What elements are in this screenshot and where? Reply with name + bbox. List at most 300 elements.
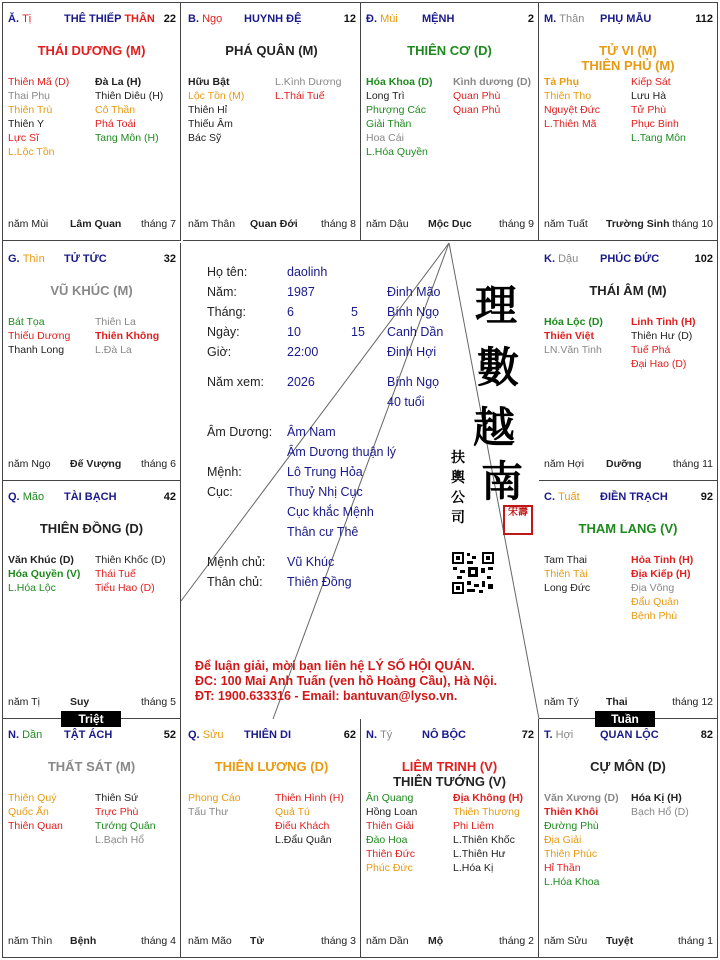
star-item: Lộc Tồn (M) bbox=[188, 90, 245, 102]
star-item: Tiểu Hao (D) bbox=[95, 582, 155, 594]
palace-footer bbox=[8, 696, 176, 710]
palace-number: 82 bbox=[700, 729, 713, 741]
info-canchi: Bính Ngọ bbox=[387, 305, 440, 319]
star-item: Hỉ Thần bbox=[544, 862, 581, 874]
palace-month: tháng 3 bbox=[320, 935, 356, 947]
star-item: Thiên Trù bbox=[8, 104, 53, 116]
life-stage: Lâm Quan bbox=[70, 218, 122, 230]
star-item: L.Hóa Khoa bbox=[544, 876, 600, 888]
star-item: Quả Tú bbox=[275, 806, 310, 818]
palace-year: năm Thân bbox=[188, 218, 236, 230]
star-item: Quan Phủ bbox=[453, 104, 501, 116]
star-item: Quan Phù bbox=[453, 90, 501, 102]
info-value: 1987 bbox=[287, 285, 315, 299]
palace-name: TẬT ÁCH bbox=[64, 729, 113, 741]
palace-name: TÀI BẠCH bbox=[64, 491, 117, 503]
star-item: Thiếu Dương bbox=[8, 330, 71, 342]
star-item: Điếu Khách bbox=[275, 820, 330, 832]
star-item: Đào Hoa bbox=[366, 834, 408, 846]
palace-header bbox=[8, 491, 176, 505]
than-marker: THÂN bbox=[124, 13, 155, 25]
palace-name: HUYNH ĐỆ bbox=[244, 13, 302, 25]
palace-number: 12 bbox=[343, 13, 356, 25]
star-item: Cô Thần bbox=[95, 104, 136, 116]
star-item: Trực Phù bbox=[95, 806, 139, 818]
palace-code: N. bbox=[366, 729, 377, 741]
star-item: Thanh Long bbox=[8, 344, 65, 356]
palace-branch: Thân bbox=[559, 13, 585, 25]
palace-year: năm Thìn bbox=[8, 935, 53, 947]
star-item: Tấu Thư bbox=[188, 806, 229, 818]
minor-stars-left bbox=[188, 75, 244, 145]
main-star: THIÊN CƠ (D) bbox=[407, 43, 492, 58]
palace-branch: Mùi bbox=[380, 13, 398, 25]
palace-code: K. bbox=[544, 253, 555, 265]
star-item: L.Thiên Hư bbox=[453, 848, 506, 860]
star-item: Long Trì bbox=[366, 90, 405, 102]
palace-year: năm Dậu bbox=[366, 218, 409, 230]
palace-code: Q. bbox=[188, 729, 200, 741]
star-item: Hoa Cái bbox=[366, 132, 404, 144]
contact-line: ĐC: 100 Mai Anh Tuấn (ven hồ Hoàng Cầu), Hà Nội. bbox=[195, 674, 498, 688]
info-value: Cục khắc Mệnh bbox=[287, 505, 374, 519]
info-label: Mệnh: bbox=[207, 465, 242, 479]
info-value: 6 bbox=[287, 305, 294, 319]
calligraphy-char: 數 bbox=[477, 343, 520, 392]
palace-branch: Thìn bbox=[22, 253, 45, 265]
palace-cell-mao bbox=[3, 481, 181, 719]
minor-stars-right bbox=[631, 791, 689, 819]
info-value: Thân cư Thê bbox=[287, 525, 359, 539]
red-seal: 宋壽 bbox=[503, 505, 533, 535]
palace-year: năm Tuất bbox=[544, 218, 588, 230]
palace-name: THÊ THIẾP THÂN bbox=[64, 13, 155, 25]
palace-name: QUAN LỘC bbox=[600, 729, 659, 741]
main-star: THÁI DƯƠNG (M) bbox=[37, 43, 146, 58]
palace-branch: Tý bbox=[380, 729, 393, 741]
minor-stars-right bbox=[453, 791, 523, 875]
info-canchi: Bính Ngọ bbox=[387, 375, 440, 389]
info-label: Năm: bbox=[207, 285, 237, 299]
palace-cell-mui bbox=[361, 3, 539, 241]
palace-month: tháng 7 bbox=[140, 218, 176, 230]
star-item: Hóa Quyền (V) bbox=[8, 568, 81, 580]
star-item: Thiên Quý bbox=[8, 792, 57, 804]
palace-number: 62 bbox=[343, 729, 356, 741]
life-stage: Dưỡng bbox=[606, 458, 642, 470]
palace-month: tháng 2 bbox=[498, 935, 534, 947]
star-item: L.Hóa Lộc bbox=[8, 582, 56, 594]
center-info-panel bbox=[183, 243, 539, 719]
star-item: Nguyệt Đức bbox=[544, 104, 601, 116]
palace-cell-hoi bbox=[539, 719, 717, 957]
palace-footer bbox=[544, 458, 713, 472]
minor-stars-right bbox=[275, 791, 344, 847]
main-star: LIÊM TRINH (V) bbox=[401, 759, 498, 774]
palace-month: tháng 9 bbox=[498, 218, 534, 230]
palace-cell-than bbox=[539, 3, 717, 241]
palace-number: 72 bbox=[521, 729, 534, 741]
palace-cell-thin bbox=[3, 243, 181, 481]
palace-month: tháng 12 bbox=[672, 696, 713, 708]
star-item: Bát Tọa bbox=[8, 316, 45, 328]
life-stage: Quan Đới bbox=[250, 218, 298, 230]
palace-year: năm Hợi bbox=[544, 458, 585, 470]
minor-stars-right bbox=[275, 75, 341, 103]
palace-code: Đ. bbox=[366, 13, 377, 25]
info-label: Năm xem: bbox=[207, 375, 264, 389]
info-canchi: 40 tuổi bbox=[387, 395, 425, 409]
minor-stars-left bbox=[544, 553, 590, 595]
info-canchi: Canh Dần bbox=[387, 325, 444, 339]
minor-stars-right bbox=[631, 553, 693, 623]
main-star: THIÊN ĐỒNG (D) bbox=[39, 521, 144, 536]
palace-month: tháng 8 bbox=[320, 218, 356, 230]
star-item: Thiên Hư (D) bbox=[631, 330, 693, 342]
main-star: THÁI ÂM (M) bbox=[589, 283, 667, 298]
palace-cell-tuat bbox=[539, 481, 717, 719]
info-canchi: Đinh Mão bbox=[387, 285, 441, 299]
palace-header bbox=[8, 13, 176, 27]
palace-code: N. bbox=[8, 729, 19, 741]
star-item: LN.Văn Tinh bbox=[544, 344, 602, 356]
calligraphy-small-char: 司 bbox=[451, 510, 465, 526]
info-label: Âm Dương: bbox=[207, 425, 273, 439]
palace-name: PHÚC ĐỨC bbox=[600, 253, 660, 265]
star-item: Hóa Lộc (D) bbox=[544, 316, 603, 328]
main-star: THẤT SÁT (M) bbox=[47, 759, 136, 774]
star-item: Phi Liêm bbox=[453, 820, 494, 832]
calligraphy-small-char: 扶 bbox=[451, 450, 465, 466]
info-value: Âm Dương thuận lý bbox=[287, 445, 396, 459]
palace-code: Ă. bbox=[8, 13, 19, 25]
palace-number: 112 bbox=[695, 13, 713, 25]
palace-footer bbox=[366, 935, 534, 949]
star-item: Đẩu Quân bbox=[631, 596, 679, 608]
calligraphy-char: 越 bbox=[473, 403, 516, 452]
minor-stars-right bbox=[95, 553, 166, 595]
info-value: daolinh bbox=[287, 265, 328, 279]
star-item: Kiếp Sát bbox=[631, 76, 671, 88]
star-item: L.Đẩu Quân bbox=[275, 834, 332, 846]
palace-branch: Dần bbox=[22, 729, 43, 741]
minor-stars-right bbox=[631, 75, 686, 145]
star-item: Bác Sỹ bbox=[188, 132, 222, 144]
star-item: Thiếu Âm bbox=[188, 118, 233, 130]
star-item: Thiên Quan bbox=[8, 820, 63, 832]
palace-month: tháng 4 bbox=[140, 935, 176, 947]
palace-cell-ty bbox=[361, 719, 539, 957]
star-item: Thiên Giải bbox=[366, 820, 414, 832]
palace-number: 42 bbox=[163, 491, 176, 503]
calligraphy-small-char: 輿 bbox=[451, 470, 465, 486]
palace-branch: Hợi bbox=[555, 729, 574, 741]
palace-month: tháng 10 bbox=[672, 218, 713, 230]
life-stage: Thai bbox=[606, 696, 628, 708]
star-item: Giải Thần bbox=[366, 118, 412, 130]
life-stage: Suy bbox=[70, 696, 90, 708]
minor-stars-left bbox=[544, 791, 619, 889]
palace-year: năm Tị bbox=[8, 696, 40, 708]
star-item: Quốc Ấn bbox=[8, 806, 49, 818]
calligraphy-char: 理 bbox=[475, 281, 518, 330]
contact-line: Để luận giải, mời bạn liên hệ LÝ SỐ HỘI QUÁN. bbox=[195, 659, 475, 673]
star-item: Tang Môn (H) bbox=[95, 132, 159, 144]
palace-header bbox=[544, 253, 713, 267]
info-value: Lô Trung Hỏa bbox=[287, 465, 363, 479]
palace-name: NÔ BỘC bbox=[422, 729, 466, 741]
info-value: Vũ Khúc bbox=[287, 555, 335, 569]
palace-footer bbox=[8, 218, 176, 232]
star-item: L.Đà La bbox=[95, 344, 132, 356]
star-item: Thiên Khôi bbox=[544, 806, 599, 818]
palace-header bbox=[8, 729, 176, 743]
star-item: Thiên Khốc (D) bbox=[95, 554, 166, 566]
star-item: Phúc Đức bbox=[366, 862, 413, 874]
main-star: TỬ VI (M) bbox=[599, 43, 657, 58]
palace-footer bbox=[188, 935, 356, 949]
palace-code: B. bbox=[188, 13, 199, 25]
star-item: Ân Quang bbox=[366, 792, 414, 804]
star-item: L.Hóa Quyền bbox=[366, 146, 428, 158]
contact-line: ĐT: 1900.633316 - Email: bantuvan@lyso.vn. bbox=[195, 689, 458, 703]
star-item: Đường Phù bbox=[544, 820, 599, 832]
star-item: Thiên La bbox=[95, 316, 136, 328]
minor-stars-left bbox=[8, 553, 80, 595]
palace-header bbox=[544, 729, 713, 743]
palace-header bbox=[188, 729, 356, 743]
info-value: Thuỷ Nhị Cục bbox=[287, 485, 363, 499]
main-star: THIÊN PHỦ (M) bbox=[581, 58, 675, 73]
palace-month: tháng 1 bbox=[677, 935, 713, 947]
palace-number: 2 bbox=[527, 13, 534, 25]
main-star: THAM LANG (V) bbox=[578, 521, 678, 536]
star-item: Tuế Phá bbox=[631, 344, 671, 356]
palace-number: 52 bbox=[163, 729, 176, 741]
star-item: Tử Phù bbox=[631, 104, 667, 116]
info-label: Ngày: bbox=[207, 325, 240, 339]
palace-footer bbox=[188, 218, 356, 232]
star-item: Địa Võng bbox=[631, 582, 675, 594]
palace-name: THIÊN DI bbox=[244, 729, 292, 741]
info-label: Tháng: bbox=[207, 305, 246, 319]
palace-branch: Mão bbox=[22, 491, 45, 503]
palace-cell-ngo bbox=[183, 3, 361, 241]
triet-tag: Triệt bbox=[61, 711, 121, 727]
life-stage: Mộ bbox=[428, 935, 444, 947]
info-value-lunar: 15 bbox=[351, 325, 365, 339]
star-item: Thiên Việt bbox=[544, 330, 594, 342]
palace-year: năm Tý bbox=[544, 696, 579, 708]
star-item: Thiên Phúc bbox=[544, 848, 598, 860]
info-label: Cục: bbox=[207, 485, 233, 499]
calligraphy-small-char: 公 bbox=[451, 490, 465, 506]
star-item: Hóa Kị (H) bbox=[631, 792, 682, 804]
star-item: Văn Xương (D) bbox=[544, 792, 619, 804]
star-item: Phượng Các bbox=[366, 104, 427, 116]
palace-month: tháng 6 bbox=[140, 458, 176, 470]
minor-stars-left bbox=[8, 791, 63, 833]
palace-year: năm Sửu bbox=[544, 935, 588, 947]
star-item: Phục Binh bbox=[631, 118, 679, 130]
palace-footer bbox=[366, 218, 534, 232]
palace-branch: Tuất bbox=[558, 491, 580, 503]
minor-stars-left bbox=[544, 315, 603, 357]
info-value: Âm Nam bbox=[287, 425, 336, 439]
info-canchi: Đinh Hợi bbox=[387, 345, 437, 359]
star-item: Hữu Bật bbox=[188, 76, 230, 88]
palace-branch: Dậu bbox=[558, 253, 579, 265]
minor-stars-left bbox=[544, 75, 600, 131]
palace-branch: Ngọ bbox=[202, 13, 223, 25]
star-item: Thai Phụ bbox=[8, 90, 51, 102]
minor-stars-left bbox=[8, 75, 69, 159]
palace-number: 32 bbox=[163, 253, 176, 265]
star-item: Kình dương (D) bbox=[453, 76, 532, 88]
star-item: Hỏa Tinh (H) bbox=[631, 554, 694, 566]
star-item: Thiên Sứ bbox=[95, 792, 139, 804]
star-item: Tướng Quân bbox=[95, 820, 156, 832]
contact-block bbox=[195, 659, 497, 704]
star-item: Hóa Khoa (D) bbox=[366, 76, 433, 88]
minor-stars-left bbox=[188, 791, 241, 819]
palace-year: năm Mùi bbox=[8, 218, 49, 230]
star-item: Bạch Hổ (D) bbox=[631, 806, 689, 818]
star-item: Hồng Loan bbox=[366, 806, 418, 818]
star-item: Thiên Đức bbox=[366, 848, 416, 860]
life-stage: Tử bbox=[250, 935, 265, 947]
palace-month: tháng 11 bbox=[672, 458, 713, 470]
info-label: Giờ: bbox=[207, 345, 232, 359]
main-star: PHÁ QUÂN (M) bbox=[225, 43, 318, 58]
minor-stars-right bbox=[453, 75, 531, 117]
star-item: Thiên Tài bbox=[544, 568, 588, 580]
palace-code: G. bbox=[8, 253, 20, 265]
info-label: Thân chủ: bbox=[207, 575, 263, 589]
star-item: Linh Tinh (H) bbox=[631, 316, 696, 328]
main-star: THIÊN LƯƠNG (D) bbox=[214, 759, 329, 774]
star-item: Địa Giải bbox=[544, 834, 582, 846]
info-value: 22:00 bbox=[287, 345, 319, 359]
life-stage: Mộc Dục bbox=[428, 218, 472, 230]
info-value-lunar: 5 bbox=[351, 305, 358, 319]
star-item: Đại Hao (D) bbox=[631, 358, 687, 370]
palace-name: MỆNH bbox=[422, 13, 455, 25]
palace-footer bbox=[544, 696, 713, 710]
palace-code: M. bbox=[544, 13, 557, 25]
calligraphy-char: 南 bbox=[481, 457, 524, 506]
horoscope-chart bbox=[2, 2, 718, 958]
palace-cell-dan bbox=[3, 719, 181, 957]
star-item: Long Đức bbox=[544, 582, 591, 594]
star-item: Phá Toái bbox=[95, 118, 136, 130]
palace-number: 22 bbox=[163, 13, 176, 25]
info-value: 10 bbox=[287, 325, 301, 339]
star-item: Bệnh Phù bbox=[631, 610, 678, 622]
palace-header bbox=[188, 13, 356, 27]
tuan-tag: Tuần bbox=[595, 711, 655, 727]
main-star: THIÊN TƯỚNG (V) bbox=[393, 774, 506, 789]
star-item: Địa Kiếp (H) bbox=[631, 568, 691, 580]
star-item: Lưu Hà bbox=[631, 90, 667, 102]
palace-cell-suu bbox=[183, 719, 361, 957]
star-item: Thiên Hỉ bbox=[188, 104, 228, 116]
palace-code: Q. bbox=[8, 491, 20, 503]
star-item: L.Hóa Kị bbox=[453, 862, 494, 874]
palace-footer bbox=[544, 935, 713, 949]
main-star: VŨ KHÚC (M) bbox=[50, 283, 133, 298]
palace-year: năm Dần bbox=[366, 935, 409, 947]
star-item: Lực Sĩ bbox=[8, 132, 39, 144]
star-item: Thiên Hình (H) bbox=[275, 792, 344, 804]
star-item: Phong Cáo bbox=[188, 792, 241, 804]
minor-stars-right bbox=[631, 315, 696, 371]
info-label: Mệnh chủ: bbox=[207, 555, 266, 569]
star-item: L.Kình Dương bbox=[275, 76, 342, 88]
star-item: L.Thiên Mã bbox=[544, 118, 597, 130]
palace-year: năm Mão bbox=[188, 935, 232, 947]
star-item: Thiên Thọ bbox=[544, 90, 592, 102]
palace-name: ĐIỀN TRẠCH bbox=[600, 491, 668, 503]
palace-header bbox=[544, 13, 713, 27]
palace-number: 102 bbox=[694, 253, 713, 265]
star-item: L.Bạch Hổ bbox=[95, 834, 145, 846]
info-value: Thiên Đồng bbox=[287, 575, 352, 589]
qr-code-icon bbox=[451, 551, 495, 595]
life-stage: Tuyệt bbox=[606, 935, 634, 947]
star-item: Tả Phụ bbox=[544, 76, 580, 88]
minor-stars-right bbox=[95, 315, 159, 357]
palace-year: năm Ngọ bbox=[8, 458, 51, 470]
star-item: L.Thái Tuế bbox=[275, 90, 325, 102]
palace-footer bbox=[544, 218, 713, 232]
star-item: Đà La (H) bbox=[95, 76, 142, 88]
star-item: Tam Thai bbox=[544, 554, 587, 566]
minor-stars-left bbox=[366, 791, 417, 875]
life-stage: Bệnh bbox=[70, 935, 97, 947]
palace-header bbox=[544, 491, 713, 505]
life-stage: Trường Sinh bbox=[606, 218, 670, 230]
palace-code: C. bbox=[544, 491, 555, 503]
star-item: Địa Không (H) bbox=[453, 792, 523, 804]
palace-cell-ti bbox=[3, 3, 181, 241]
star-item: L.Tang Môn bbox=[631, 132, 686, 144]
info-value: 2026 bbox=[287, 375, 315, 389]
palace-footer bbox=[8, 935, 176, 949]
star-item: L.Thiên Khốc bbox=[453, 834, 515, 846]
star-item: Thiên Diêu (H) bbox=[95, 90, 164, 102]
palace-footer bbox=[8, 458, 176, 472]
palace-number: 92 bbox=[700, 491, 713, 503]
minor-stars-right bbox=[95, 791, 156, 847]
star-item: Thiên Y bbox=[8, 118, 44, 130]
minor-stars-right bbox=[95, 75, 163, 145]
star-item: Thái Tuế bbox=[95, 568, 136, 580]
minor-stars-left bbox=[366, 75, 433, 159]
life-stage: Đế Vượng bbox=[70, 458, 122, 470]
star-item: Thiên Mã (D) bbox=[8, 76, 70, 88]
palace-name: PHỤ MẪU bbox=[600, 13, 652, 25]
palace-name: TỬ TỨC bbox=[64, 253, 107, 265]
star-item: Văn Khúc (D) bbox=[8, 554, 74, 566]
star-item: Thiên Không bbox=[95, 330, 160, 342]
palace-header bbox=[366, 13, 534, 27]
palace-month: tháng 5 bbox=[140, 696, 176, 708]
palace-header bbox=[366, 729, 534, 743]
minor-stars-left bbox=[8, 315, 70, 357]
main-star: CỰ MÔN (D) bbox=[590, 759, 666, 774]
info-label: Họ tên: bbox=[207, 265, 248, 279]
